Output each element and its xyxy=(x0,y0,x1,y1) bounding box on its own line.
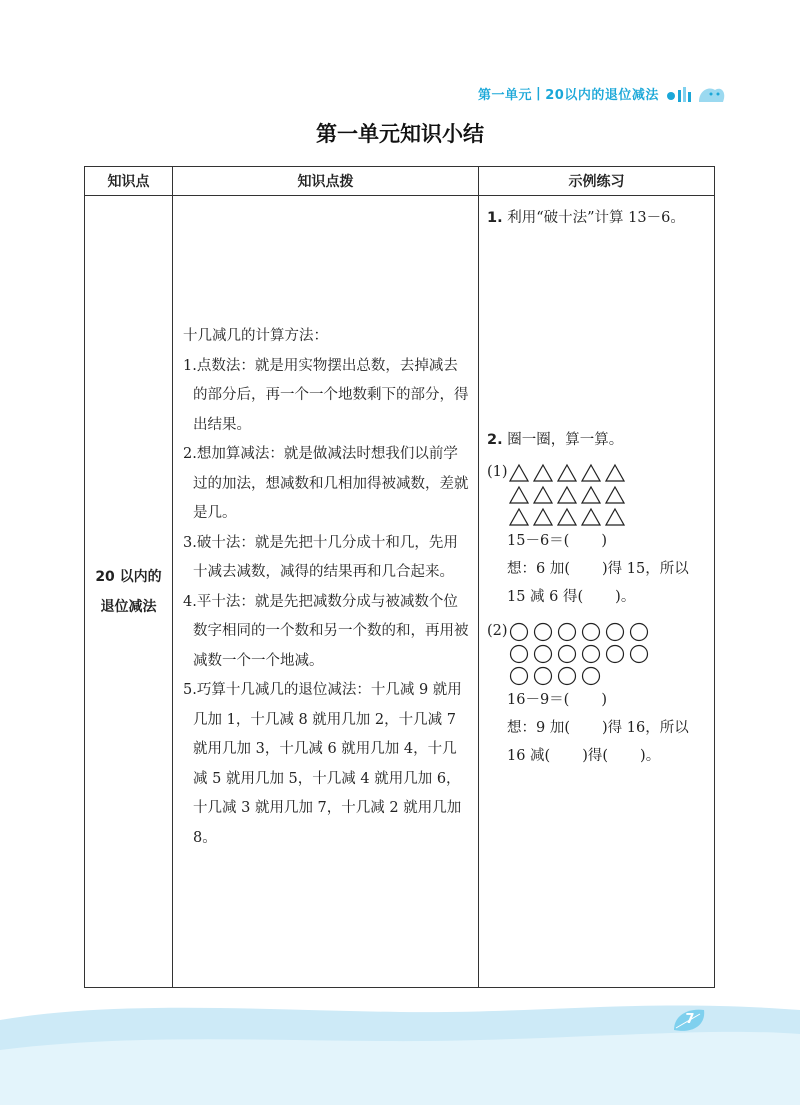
circle-icon xyxy=(581,644,601,664)
triangle-row xyxy=(509,507,625,527)
part-1 xyxy=(487,458,706,527)
triangle-group xyxy=(509,458,625,527)
circle-icon xyxy=(605,644,625,664)
part-1-think-a: 想：6 加( xyxy=(507,561,570,577)
part-1-think-2 xyxy=(487,583,706,611)
circle-icon xyxy=(581,666,601,686)
part-2-think-e: )。 xyxy=(640,748,661,764)
triangle-icon xyxy=(509,485,529,505)
tips-method-4: 4.平十法：就是先把减数分成与被减数个位数字相同的一个数和另一个数的和，再用被减数一个一个地减。 xyxy=(183,593,469,669)
part-2-eq-end: ) xyxy=(601,692,608,708)
triangle-icon xyxy=(605,507,625,527)
part-2-think-2 xyxy=(487,742,706,770)
circle-icon xyxy=(557,644,577,664)
triangle-row xyxy=(509,485,625,505)
tips-method-1: 1.点数法：就是用实物摆出总数，去掉减去的部分后，再一个一个地数剩下的部分，得出结果。 xyxy=(183,357,469,433)
example-2 xyxy=(487,426,706,454)
part-2 xyxy=(487,617,706,686)
example-1-text: 利用“破十法”计算 13－6。 xyxy=(507,210,685,226)
part-1-think-1 xyxy=(487,555,706,583)
triangle-icon xyxy=(533,507,553,527)
circle-icon xyxy=(629,622,649,642)
header-examples: 示例练习 xyxy=(479,167,715,196)
circle-row xyxy=(509,622,649,642)
triangle-icon xyxy=(509,463,529,483)
header-unit: 第一单元 xyxy=(478,87,533,103)
page-title: 第一单元知识小结 xyxy=(316,122,484,146)
tips-intro: 十几减几的计算方法： xyxy=(183,328,328,344)
tips-method-5: 5.巧算十几减几的退位减法：十几减 9 就用几加 1，十几减 8 就用几加 2，十几减 7 就用几加 3，十几减 6 就用几加 4，十几减 5 就用几加 5，十几减 4 就用几加 6，十几减 3 就用几加 7，十几减 2 就用几加 8。 xyxy=(183,682,462,846)
circle-row xyxy=(509,666,649,686)
example-1-number: 1. xyxy=(487,210,503,226)
page-number: 7 xyxy=(685,1012,695,1027)
example-1 xyxy=(487,204,706,426)
part-1-think-b: )得 15，所以 xyxy=(602,561,689,577)
knowledge-point-line-2: 退位减法 xyxy=(100,598,157,615)
tips-method-3: 3.破十法：就是先把十几分成十和几，先用十减去减数，减得的结果再和几合起来。 xyxy=(183,534,458,580)
circle-row xyxy=(509,644,649,664)
circle-icon xyxy=(629,644,649,664)
part-2-think-a: 想：9 加( xyxy=(507,720,570,736)
circle-group xyxy=(509,617,649,686)
summary-table xyxy=(84,166,715,988)
part-1-eq-end: ) xyxy=(601,533,608,549)
triangle-icon xyxy=(533,485,553,505)
circle-icon xyxy=(509,644,529,664)
triangle-icon xyxy=(605,463,625,483)
part-2-eq: 16－9＝( xyxy=(507,692,570,708)
header-knowledge-point: 知识点 xyxy=(85,167,173,196)
part-2-equation xyxy=(487,686,706,714)
part-1-think-c: 15 减 6 得( xyxy=(507,589,584,605)
circle-icon xyxy=(557,666,577,686)
example-2-number: 2. xyxy=(487,432,503,448)
tips-method-2: 2.想加算减法：就是做减法时想我们以前学过的加法，想减数和几相加得被减数，差就是几。 xyxy=(183,446,469,521)
circle-icon xyxy=(533,644,553,664)
example-2-text: 圈一圈，算一算。 xyxy=(507,432,624,448)
triangle-icon xyxy=(605,485,625,505)
triangle-icon xyxy=(557,463,577,483)
triangle-icon xyxy=(581,485,601,505)
tips-cell xyxy=(173,196,479,988)
circle-icon xyxy=(557,622,577,642)
part-1-eq: 15－6＝( xyxy=(507,533,570,549)
circle-icon xyxy=(509,666,529,686)
triangle-icon xyxy=(557,485,577,505)
circle-icon xyxy=(605,622,625,642)
part-2-label: (2) xyxy=(487,623,508,639)
table-row xyxy=(85,196,715,988)
part-2-think-c: 16 减( xyxy=(507,748,551,764)
examples-cell xyxy=(479,196,715,988)
circle-icon xyxy=(509,622,529,642)
part-2-think-d: )得( xyxy=(582,748,609,764)
table-header-row xyxy=(85,167,715,196)
part-1-think-d: )。 xyxy=(615,589,636,605)
header-decoration-icon xyxy=(665,82,729,104)
knowledge-point-cell xyxy=(85,196,173,988)
triangle-icon xyxy=(509,507,529,527)
part-1-equation xyxy=(487,527,706,555)
triangle-icon xyxy=(533,463,553,483)
circle-icon xyxy=(533,622,553,642)
circle-icon xyxy=(581,622,601,642)
circle-icon xyxy=(533,666,553,686)
header-tag xyxy=(478,82,778,104)
header-tips: 知识点拨 xyxy=(173,167,479,196)
header-topic: 20以内的退位减法 xyxy=(545,87,659,103)
triangle-row xyxy=(509,463,625,483)
triangle-icon xyxy=(581,463,601,483)
part-2-think-b: )得 16，所以 xyxy=(602,720,689,736)
part-1-label: (1) xyxy=(487,464,508,480)
knowledge-point-line-1: 20 以内的 xyxy=(95,568,162,585)
triangle-icon xyxy=(581,507,601,527)
header-separator: | xyxy=(536,85,542,101)
part-2-think-1 xyxy=(487,714,706,742)
triangle-icon xyxy=(557,507,577,527)
